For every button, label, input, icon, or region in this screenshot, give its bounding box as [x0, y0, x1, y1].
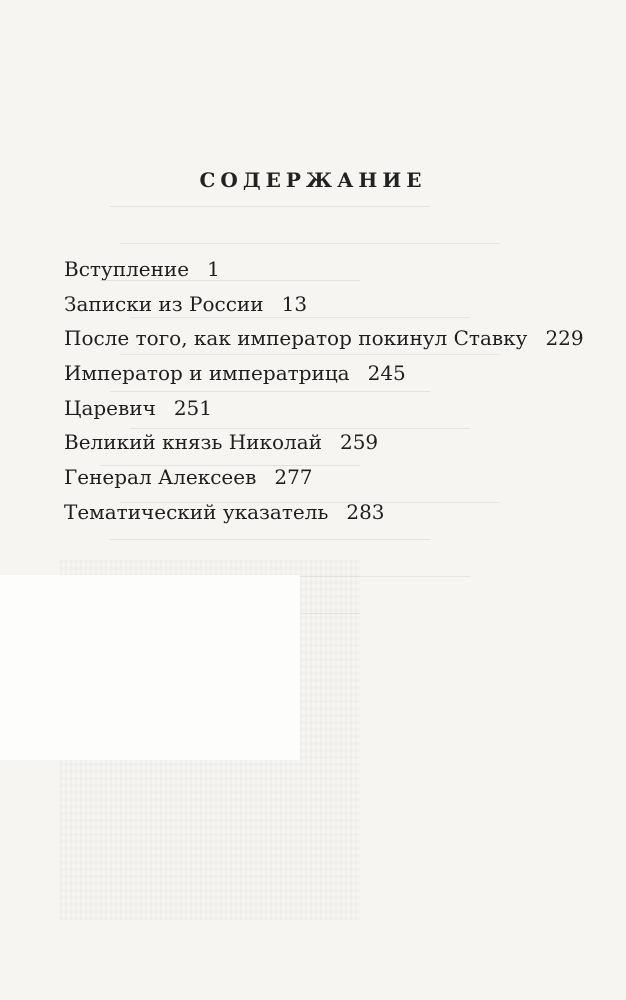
toc-entry-page: 229: [545, 326, 584, 351]
toc-entry: [64, 495, 604, 530]
toc-entry-title: Вступление: [64, 257, 190, 281]
toc-entry: [64, 356, 604, 391]
toc-entry: [64, 321, 604, 356]
toc-entry: [64, 425, 604, 460]
toc-entry-title: Записки из России: [64, 291, 264, 316]
toc-entry-page: 283: [346, 499, 385, 524]
toc-entry-title: Великий князь Николай: [64, 430, 322, 455]
toc-entry-title: Император и императрица: [64, 361, 350, 386]
toc-entry: [64, 252, 604, 287]
toc-entry-title: Генерал Алексеев: [64, 465, 257, 490]
toc-entry-page: 277: [274, 465, 313, 490]
toc-entry-title: После того, как император покинул Ставку: [64, 326, 528, 351]
blank-patch: [0, 575, 300, 760]
toc-entry: [64, 391, 604, 426]
toc-entry-title: Царевич: [64, 395, 156, 420]
page-title: СОДЕРЖАНИЕ: [199, 168, 427, 192]
table-of-contents: [64, 252, 604, 530]
toc-entry-page: 13: [281, 291, 308, 316]
toc-entry-page: 1: [207, 257, 220, 281]
toc-entry-page: 245: [367, 361, 406, 386]
toc-entry: [64, 287, 604, 322]
toc-entry-title: Тематический указатель: [64, 499, 329, 524]
toc-entry-page: 251: [173, 395, 213, 420]
toc-entry: [64, 460, 604, 495]
toc-entry-page: 259: [339, 430, 379, 455]
